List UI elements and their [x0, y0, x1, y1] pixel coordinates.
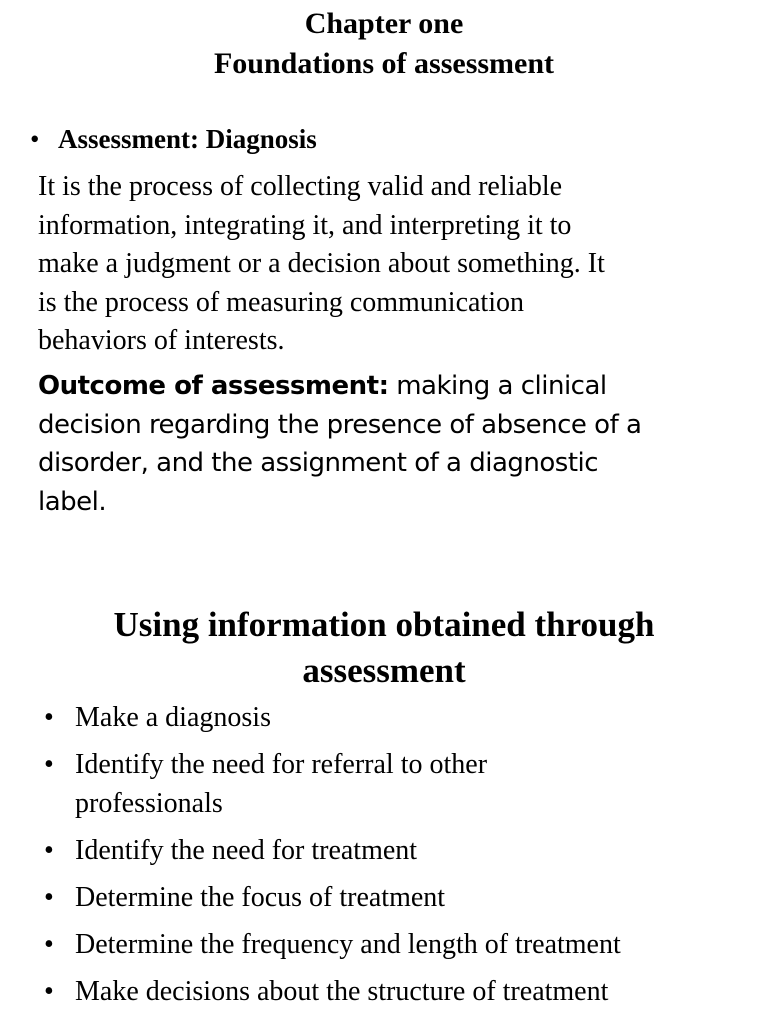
list-item-text: Make a diagnosis: [75, 702, 271, 733]
chapter-title-line-1: Chapter one: [304, 7, 464, 40]
list-item-text: Determine the focus of treatment: [75, 882, 446, 913]
outcome-label: Outcome of assessment:: [38, 371, 389, 401]
bullet-icon: •: [44, 702, 54, 733]
section-title: [0, 602, 768, 694]
outcome-line: disorder, and the assignment of a diagnostic: [38, 448, 599, 478]
list-item: [44, 698, 744, 737]
section-title-line-2: assessment: [302, 651, 466, 690]
list-item-text-continued: professionals: [75, 788, 223, 819]
outcome-line: [38, 367, 718, 406]
definition-line: information, integrating it, and interpreting it to: [38, 209, 572, 241]
list-item: [44, 878, 744, 917]
bullet-icon: •: [44, 929, 54, 960]
list-item: [44, 972, 744, 1011]
outcome-text: making a clinical: [388, 371, 607, 401]
list-item-text: Identify the need for referral to other: [75, 749, 488, 780]
list-item-text: Identify the need for treatment: [75, 835, 418, 866]
assessment-heading: [30, 122, 317, 156]
bullet-icon: •: [44, 835, 54, 866]
list-item-text: Make decisions about the structure of treatment: [75, 976, 609, 1007]
definition-line: It is the process of collecting valid and reliable: [38, 171, 563, 202]
chapter-title: [0, 4, 768, 84]
assessment-heading-text: Assessment: Diagnosis: [58, 124, 317, 154]
slide-using-information: [0, 580, 768, 1024]
outcome-line: label.: [38, 486, 107, 517]
bullet-icon: •: [44, 749, 54, 780]
list-item: [44, 745, 744, 823]
definition-line: behaviors of interests.: [38, 325, 285, 356]
list-item-text: Determine the frequency and length of treatment: [75, 929, 621, 960]
uses-list: [44, 698, 744, 1019]
assessment-definition: [38, 168, 698, 361]
definition-line: make a judgment or a decision about something. It: [38, 248, 605, 279]
list-item: [44, 925, 744, 964]
definition-line: is the process of measuring communication: [38, 286, 524, 318]
bullet-icon: •: [44, 976, 54, 1007]
bullet-icon: •: [30, 124, 40, 154]
section-title-line-1: Using information obtained through: [113, 605, 655, 644]
chapter-title-line-2: Foundations of assessment: [213, 47, 555, 80]
assessment-outcome: [38, 367, 718, 521]
list-item: [44, 831, 744, 870]
bullet-icon: •: [44, 882, 54, 913]
outcome-line: decision regarding the presence of absence of a: [38, 409, 642, 440]
